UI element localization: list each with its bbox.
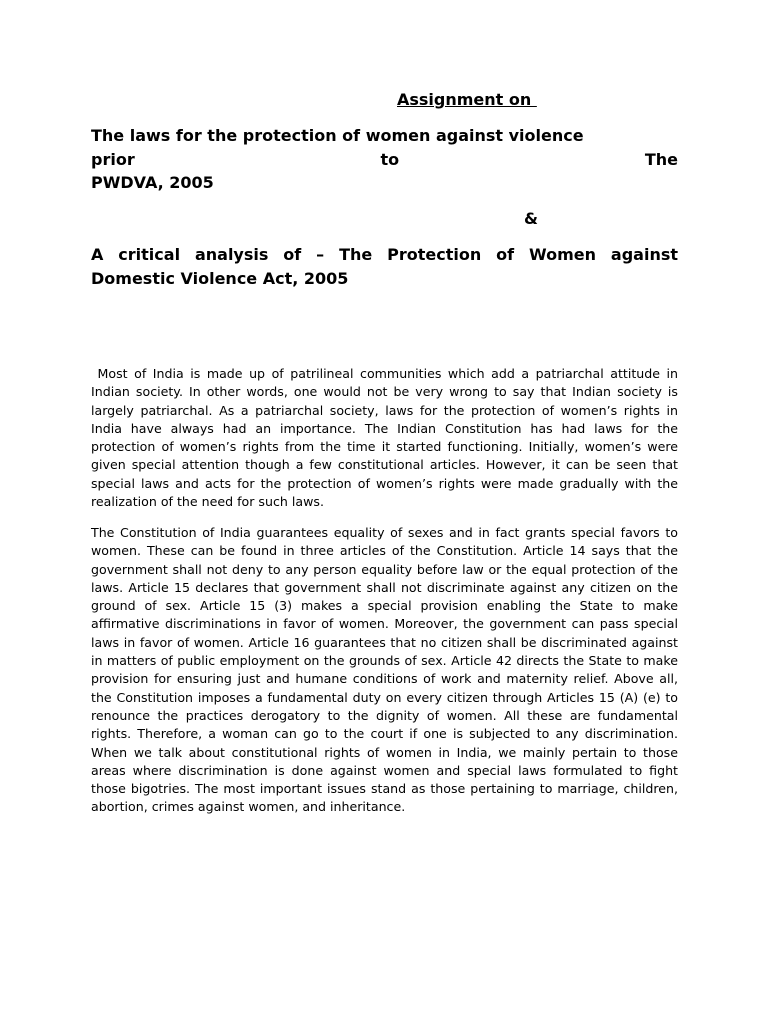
title-laws-protection xyxy=(91,124,678,195)
title-word-to: to xyxy=(380,149,400,169)
title-line-2 xyxy=(91,148,678,172)
title-line-1 xyxy=(91,124,678,148)
title-word-prior: prior xyxy=(91,149,135,169)
title-line-1-text: The laws for the protection of women against violence xyxy=(91,126,584,145)
title-critical-analysis: A critical analysis of – The Protection of Women against Domestic Violence Act, 2005 xyxy=(91,245,678,288)
assignment-heading: Assignment on xyxy=(397,90,537,109)
title-word-the: The xyxy=(644,149,678,169)
title-line-3-text: PWDVA, 2005 xyxy=(91,173,214,192)
body-paragraph-1: Most of India is made up of patrilineal communities which add a patriarchal attitude in Indian society. In other words, one would not be very wrong to say that Indian society is largely patriarchal. As a patriarchal society, laws for the protection of women’s rights in India have always had an importance. The Indian Constitution has had laws for the protection of women’s rights from the time it started functioning. Initially, women’s were given special attention though a few constitutional articles. However, it can be seen that special laws and acts for the protection of women’s rights were made gradually with the realization of the need for such laws. xyxy=(91,366,683,510)
ampersand-separator: & xyxy=(524,209,538,228)
title-line-3 xyxy=(91,171,678,195)
body-paragraph-2: The Constitution of India guarantees equality of sexes and in fact grants special favors to women. These can be found in three articles of the Constitution. Article 14 says that the government shall not deny to any person equality before law or the equal protection of the laws. Article 15 declares that government shall not discriminate against any citizen on the ground of sex. Article 15 (3) makes a special provision enabling the State to make affirmative discriminations in favor of women. Moreover, the government can pass special laws in favor of women. Article 16 guarantees that no citizen shall be discriminated against in matters of public employment on the grounds of sex. Article 42 directs the State to make provision for ensuring just and humane conditions of work and maternity relief. Above all, the Constitution imposes a fundamental duty on every citizen through Articles 15 (A) (e) to renounce the practices derogatory to the dignity of women. All these are fundamental rights. Therefore, a woman can go to the court if one is subjected to any discrimination. When we talk about constitutional rights of women in India, we mainly pertain to those areas where discrimination is done against women and special laws formulated to fight those bigotries. The most important issues stand as those pertaining to marriage, children, abortion, crimes against women, and inheritance. xyxy=(91,525,678,815)
